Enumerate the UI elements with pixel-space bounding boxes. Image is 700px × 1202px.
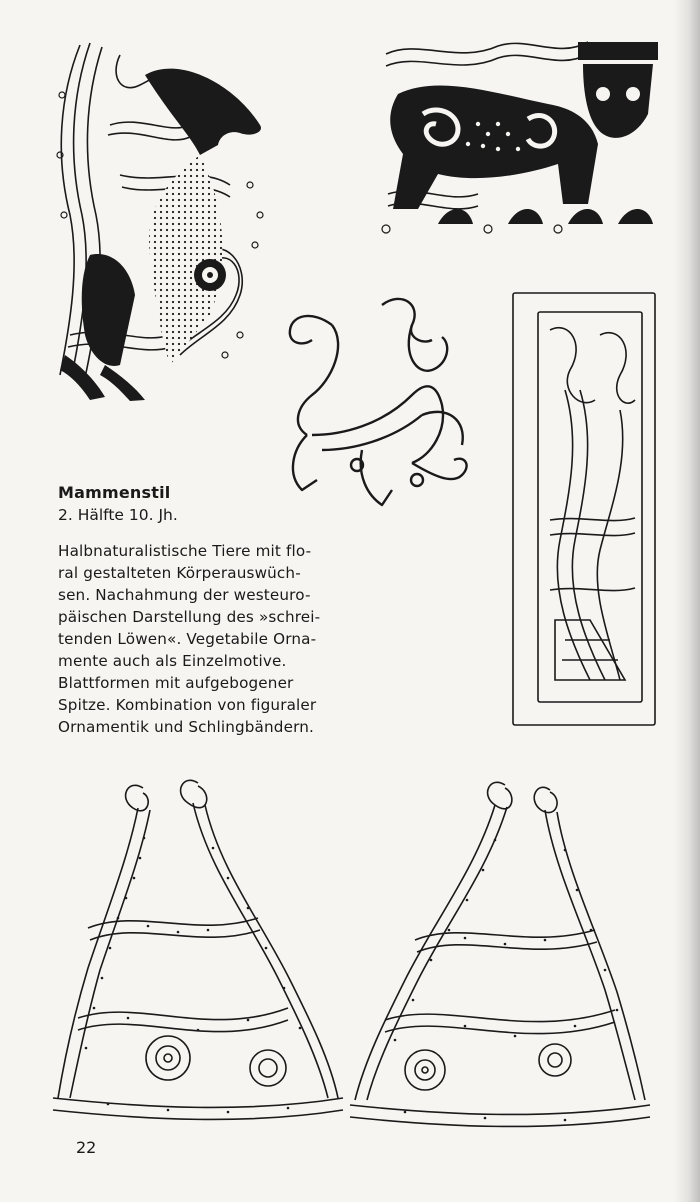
description-text <box>58 540 350 738</box>
page-number: 22 <box>76 1138 97 1157</box>
description-line: Ornamentik und Schlingbändern. <box>58 718 314 736</box>
description-line: ral gestalteten Körperauswüch- <box>58 564 301 582</box>
description-line: Blattformen mit aufgebogener <box>58 674 294 692</box>
style-description <box>58 482 358 738</box>
stippled-dots <box>85 837 302 1114</box>
page-edge-shadow <box>674 0 700 1202</box>
description-line: tenden Löwen«. Vegetabile Orna- <box>58 630 317 648</box>
framed-panel-ornament-illustration <box>510 290 658 730</box>
interlace-ornament-right-illustration <box>345 770 657 1130</box>
description-line: sen. Nachahmung der westeuro- <box>58 586 311 604</box>
description-line: Halbnaturalistische Tiere mit flo- <box>58 542 312 560</box>
interlace-ornament-left-illustration <box>48 768 348 1128</box>
beast-ornament-illustration <box>378 34 660 234</box>
description-line: päischen Darstellung des »schrei- <box>58 608 321 626</box>
bird-ornament-illustration <box>50 35 280 405</box>
section-date: 2. Hälfte 10. Jh. <box>58 506 178 524</box>
description-line: mente auch als Einzelmotive. <box>58 652 287 670</box>
description-line: Spitze. Kombination von figuraler <box>58 696 317 714</box>
section-title: Mammenstil <box>58 483 171 502</box>
